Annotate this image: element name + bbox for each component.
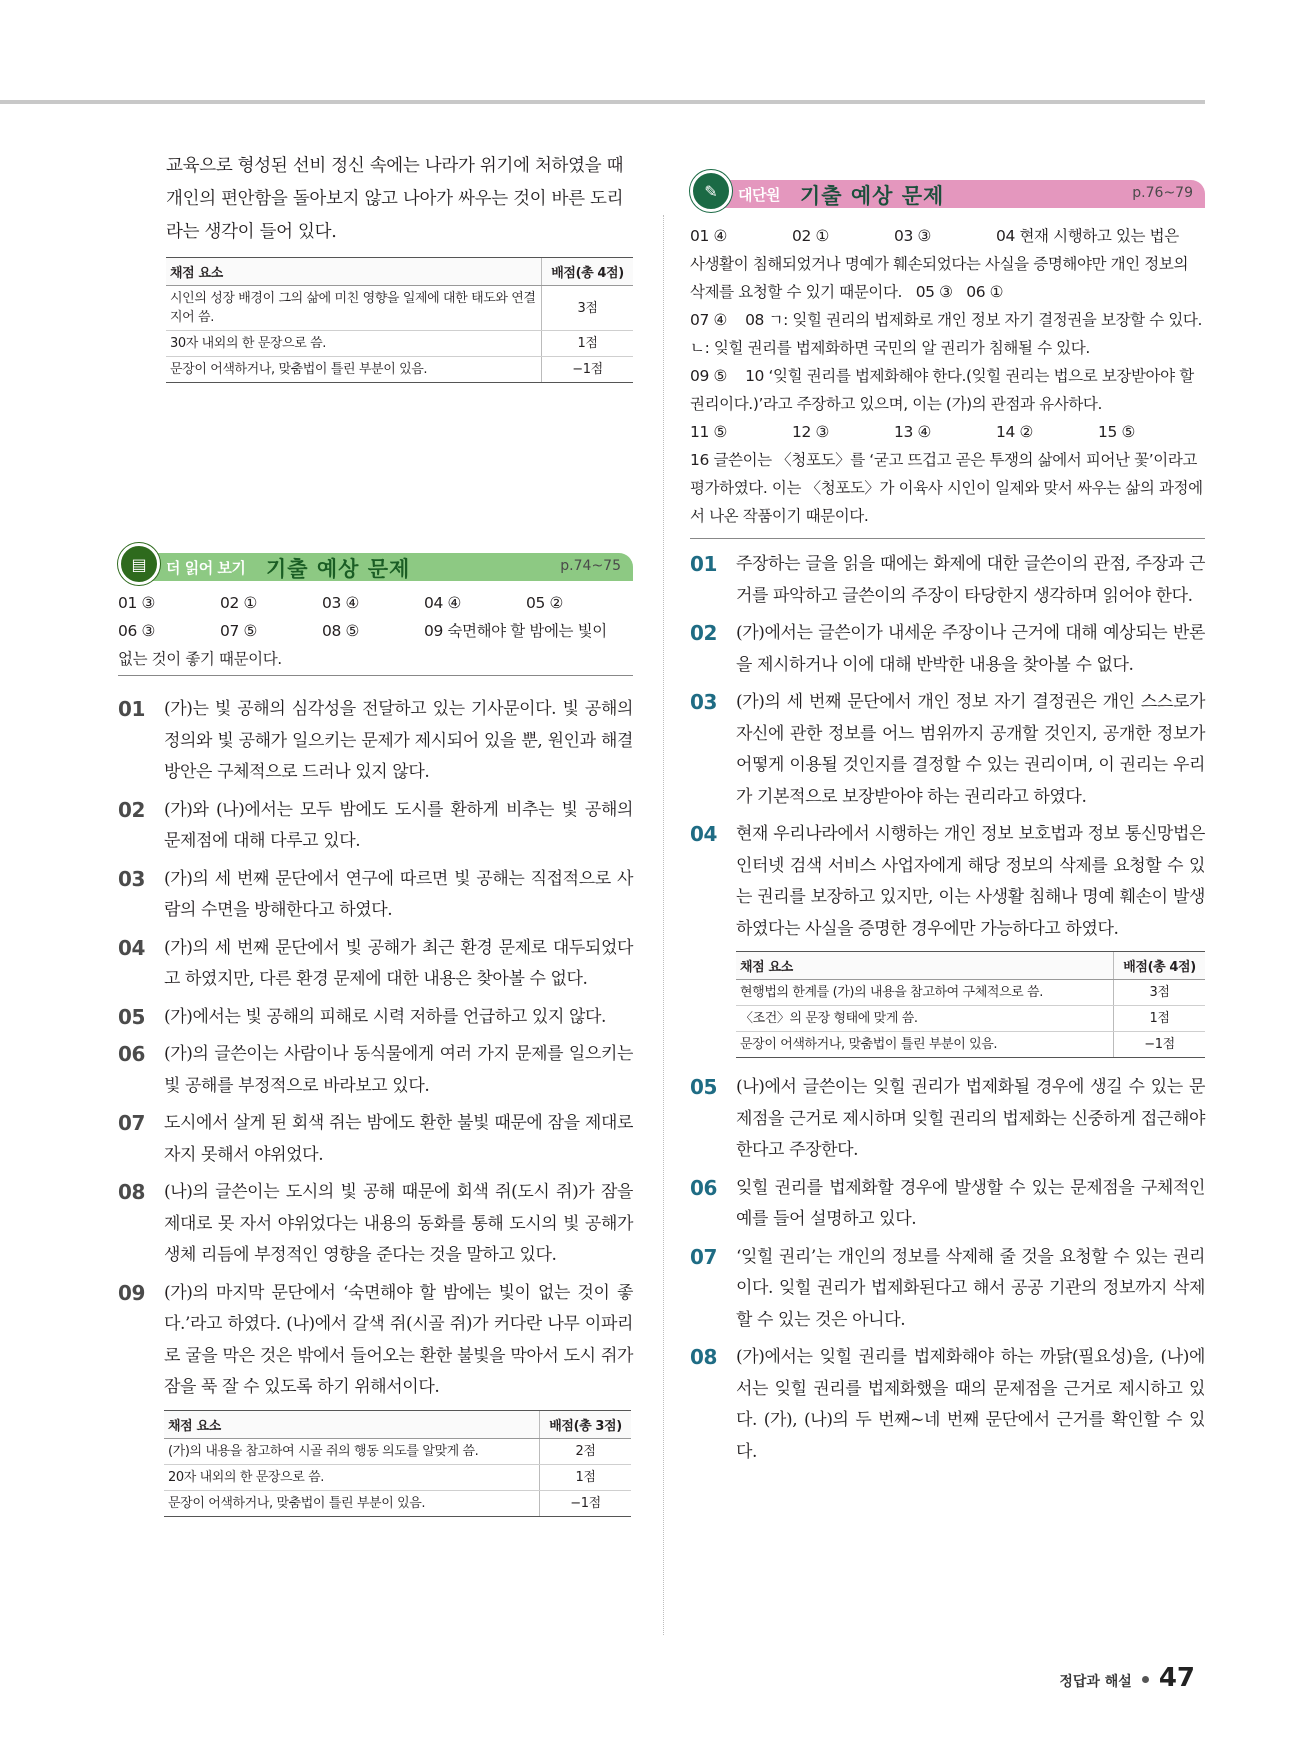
answer: 05 ② — [526, 594, 563, 612]
item-number: 05 — [690, 1075, 718, 1099]
table-cell: (가)의 내용을 참고하여 시골 쥐의 행동 의도를 알맞게 씀. — [164, 1438, 540, 1464]
item-text: ‘잊힐 권리’는 개인의 정보를 삭제해 줄 것을 요청할 수 있는 권리이다. 잊힐 권리가 법제화된다고 해서 공공 기관의 정보까지 삭제할 수 있는 것은 아니다. — [736, 1246, 1205, 1330]
table-row — [166, 331, 633, 357]
table-cell: 20자 내외의 한 문장으로 씀. — [164, 1464, 540, 1490]
answer: 04 ④ — [424, 594, 461, 612]
table-cell: 1점 — [540, 1464, 632, 1490]
banner-pages: p.76~79 — [1132, 185, 1193, 201]
banner-section-label: 대단원 — [738, 186, 780, 204]
answer: 없는 것이 좋기 때문이다. — [118, 650, 282, 668]
footer-label: 정답과 해설 — [1059, 1674, 1132, 1690]
answer: 12 ③ — [792, 423, 829, 441]
answer-key-left — [118, 589, 633, 673]
answer: 04 현재 시행하고 있는 법은 — [996, 227, 1179, 245]
explanation-item — [118, 1108, 633, 1171]
explanation-item — [118, 1278, 633, 1404]
table-cell: 문장이 어색하거나, 맞춤법이 틀린 부분이 있음. — [164, 1490, 540, 1516]
item-text: (가)의 세 번째 문단에서 연구에 따르면 빛 공해는 직접적으로 사람의 수면을 방해한다고 하였다. — [164, 868, 633, 920]
item-number: 03 — [690, 690, 718, 714]
scoring-table-1 — [166, 257, 633, 383]
scoring-table-2 — [164, 1410, 631, 1517]
item-text: (가)에서는 잊힐 권리를 법제화해야 하는 까닭(필요성)을, (나)에서는 잊힐 권리를 법제화했을 때의 문제점을 근거로 제시하고 있다. (가), (나)의 두 번째~네 번째 문단에서 근거를 확인할 수 있다. — [736, 1347, 1205, 1462]
answer: 11 ⑤ — [690, 423, 727, 441]
table-row — [164, 1490, 631, 1516]
explanation-item — [690, 618, 1205, 681]
answer: 03 ④ — [322, 594, 359, 612]
answer: 08 ㄱ: 잊힐 권리의 법제화로 개인 정보 자기 결정권을 보장할 수 있다. ㄴ: 잊힐 권리를 법제화하면 국민의 알 권리가 침해될 수 있다. — [690, 311, 1203, 357]
item-number: 04 — [118, 935, 146, 960]
table-cell: 문장이 어색하거나, 맞춤법이 틀린 부분이 있음. — [736, 1032, 1114, 1058]
left-column — [118, 150, 633, 1517]
table-cell: 1점 — [1114, 1006, 1206, 1032]
explanation-item — [690, 1173, 1205, 1236]
item-text: (가)에서는 빛 공해의 피해로 시력 저하를 언급하고 있지 않다. — [164, 1006, 607, 1027]
item-number: 08 — [690, 1345, 718, 1369]
item-text: (나)의 글쓴이는 도시의 빛 공해 때문에 회색 쥐(도시 쥐)가 잠을 제대로 못 자서 야위었다는 내용의 동화를 통해 도시의 빛 공해가 생체 리듬에 부정적인 영향을 준다는 것을 말하고 있다. — [164, 1182, 633, 1265]
right-column — [690, 178, 1205, 1474]
item-text: 현재 우리나라에서 시행하는 개인 정보 보호법과 정보 통신망법은 인터넷 검색 서비스 사업자에게 해당 정보의 삭제를 요청할 수 있는 권리를 보장하고 있지만, 이는 사생활 침해나 명예 훼손이 발생하였다는 사실을 증명한 경우에만 가능하다고 하였다. — [736, 824, 1205, 939]
item-number: 01 — [118, 697, 146, 721]
speech-bubble-icon: ✎ — [690, 170, 732, 212]
explanation-item — [118, 795, 633, 858]
item-number: 02 — [118, 797, 146, 822]
item-text: (가)의 글쓴이는 사람이나 동식물에게 여러 가지 문제를 일으키는 빛 공해를 부정적으로 바라보고 있다. — [164, 1044, 633, 1096]
table-cell: −1점 — [540, 1490, 632, 1516]
section-banner-unit-review — [690, 178, 1205, 208]
table-cell: 1점 — [542, 331, 634, 357]
answer: 10 ‘잊힐 권리를 법제화해야 한다.(잊힐 권리는 법으로 보장받아야 할 권리이다.)’라고 주장하고 있으며, 이는 (가)의 관점과 유사하다. — [690, 367, 1194, 413]
section-rule — [690, 538, 1205, 539]
table-cell: −1점 — [1114, 1032, 1206, 1058]
explanation-item — [690, 819, 1205, 945]
explanation-item — [118, 1002, 633, 1034]
banner-bar — [712, 180, 1205, 208]
table-cell: −1점 — [542, 357, 634, 383]
table-row — [736, 1032, 1205, 1058]
item-number: 05 — [118, 1004, 146, 1029]
explanation-item — [690, 1342, 1205, 1468]
explanation-item — [118, 1177, 633, 1272]
explanations-left — [118, 694, 633, 1404]
table-cell: 2점 — [540, 1438, 632, 1464]
section-rule — [118, 675, 633, 676]
answer: 06 ① — [966, 283, 1004, 301]
top-rule — [0, 100, 1205, 104]
answer: 09 숙면해야 할 밤에는 빛이 — [424, 622, 607, 640]
answer: 06 ③ — [118, 622, 155, 640]
table-row — [736, 1006, 1205, 1032]
table-cell: 3점 — [542, 286, 634, 331]
table-cell: 30자 내외의 한 문장으로 씀. — [166, 331, 542, 357]
scoring-table-3 — [736, 951, 1205, 1058]
item-text: (가)의 마지막 문단에서 ‘숙면해야 할 밤에는 빛이 없는 것이 좋다.’라고 하였다. (나)에서 갈색 쥐(시골 쥐)가 커다란 나무 이파리로 굴을 막은 것은 밖에서 들어오는 환한 불빛을 막아서 도시 쥐가 잠을 푹 잘 수 있도록 하기 위해서이다. — [164, 1282, 633, 1397]
item-number: 06 — [118, 1042, 146, 1066]
intro-paragraph: 교육으로 형성된 선비 정신 속에는 나라가 위기에 처하였을 때 개인의 편안함을 돌아보지 않고 나아가 싸우는 것이 바른 도리라는 생각이 들어 있다. — [166, 156, 624, 242]
page-footer — [1059, 1663, 1195, 1693]
item-number: 03 — [118, 866, 146, 891]
table-row — [164, 1464, 631, 1490]
table-header: 채점 요소 — [166, 258, 542, 286]
table-row — [166, 286, 633, 331]
banner-pages: p.74~75 — [560, 558, 621, 574]
item-text: (가)의 세 번째 문단에서 빛 공해가 최근 환경 문제로 대두되었다고 하였지만, 다른 환경 문제에 대한 내용은 찾아볼 수 없다. — [164, 937, 633, 989]
table-cell: 〈조건〉의 문장 형태에 맞게 씀. — [736, 1006, 1114, 1032]
answer: 07 ⑤ — [220, 622, 257, 640]
item-text: 잊힐 권리를 법제화할 경우에 발생할 수 있는 문제점을 구체적인 예를 들어 설명하고 있다. — [736, 1177, 1205, 1229]
answer: 01 ④ — [690, 227, 727, 245]
table-header: 채점 요소 — [164, 1410, 540, 1438]
table-cell: 현행법의 한계를 (가)의 내용을 참고하여 구체적으로 씀. — [736, 980, 1114, 1006]
section-banner-more-reading — [118, 551, 633, 581]
bullet-icon — [1142, 1676, 1149, 1683]
explanation-item — [118, 933, 633, 996]
item-number: 01 — [690, 552, 718, 576]
answer: 14 ② — [996, 423, 1033, 441]
item-number: 06 — [690, 1175, 718, 1200]
item-number: 02 — [690, 621, 718, 645]
answer: 02 ① — [220, 594, 257, 612]
answer: 01 ③ — [118, 594, 155, 612]
explanation-item — [690, 1072, 1205, 1167]
answer: 02 ① — [792, 227, 829, 245]
table-row — [166, 357, 633, 383]
explanation-item — [690, 687, 1205, 813]
item-text: (가)의 세 번째 문단에서 개인 정보 자기 결정권은 개인 스스로가 자신에 관한 정보를 어느 범위까지 공개할 것인지, 공개한 정보가 어떻게 이용될 것인지를 결정할 수 있는 권리이며, 이 권리는 우리가 기본적으로 보장받아야 하는 권리라고 하였다. — [736, 692, 1205, 807]
explanation-item — [118, 1039, 633, 1102]
item-number: 04 — [690, 822, 718, 846]
item-number: 09 — [118, 1280, 146, 1305]
answer: 09 ⑤ — [690, 367, 727, 385]
item-text: 도시에서 살게 된 회색 쥐는 밤에도 환한 불빛 때문에 잠을 제대로 자지 못해서 야위었다. — [164, 1113, 633, 1165]
answer: 08 ⑤ — [322, 622, 359, 640]
answer: 사생활이 침해되었거나 명예가 훼손되었다는 사실을 증명해야만 개인 정보의 삭제를 요청할 수 있기 때문이다. — [690, 255, 1189, 301]
explanations-right-a — [690, 549, 1205, 945]
answer: 16 글쓴이는 〈청포도〉를 ‘굳고 뜨겁고 곧은 투쟁의 삶에서 피어난 꽃’이라고 평가하였다. 이는 〈청포도〉가 이육사 시인이 일제와 맞서 싸우는 삶의 과정에서 나온 작품이기 때문이다. — [690, 451, 1203, 525]
item-text: (가)와 (나)에서는 모두 밤에도 도시를 환하게 비추는 빛 공해의 문제점에 대해 다루고 있다. — [164, 799, 633, 851]
answer-key-right — [690, 222, 1205, 530]
table-cell: 문장이 어색하거나, 맞춤법이 틀린 부분이 있음. — [166, 357, 542, 383]
answer: 13 ④ — [894, 423, 931, 441]
table-row — [164, 1438, 631, 1464]
answer: 03 ③ — [894, 227, 931, 245]
table-header: 배점(총 4점) — [542, 258, 634, 286]
column-divider — [663, 215, 664, 1635]
book-icon: ▤ — [118, 543, 160, 585]
explanation-item — [118, 694, 633, 789]
banner-title: 기출 예상 문제 — [266, 557, 411, 581]
item-number: 07 — [690, 1244, 718, 1269]
table-header: 배점(총 3점) — [540, 1410, 632, 1438]
item-text: (가)는 빛 공해의 심각성을 전달하고 있는 기사문이다. 빛 공해의 정의와 빛 공해가 일으키는 문제가 제시되어 있을 뿐, 원인과 해결 방안은 구체적으로 드러나 있지 않다. — [164, 699, 633, 782]
explanations-right-b — [690, 1072, 1205, 1468]
explanation-item — [690, 1242, 1205, 1337]
item-text: 주장하는 글을 읽을 때에는 화제에 대한 글쓴이의 관점, 주장과 근거를 파악하고 글쓴이의 주장이 타당한지 생각하며 읽어야 한다. — [736, 554, 1205, 606]
table-cell: 시인의 성장 배경이 그의 삶에 미친 영향을 일제에 대한 태도와 연결 지어 씀. — [166, 286, 542, 331]
table-cell: 3점 — [1114, 980, 1206, 1006]
answer: 15 ⑤ — [1098, 423, 1135, 441]
item-number: 08 — [118, 1180, 146, 1204]
explanation-item — [690, 549, 1205, 612]
table-row — [736, 980, 1205, 1006]
item-text: (가)에서는 글쓴이가 내세운 주장이나 근거에 대해 예상되는 반론을 제시하거나 이에 대해 반박한 내용을 찾아볼 수 없다. — [736, 623, 1205, 675]
table-header: 채점 요소 — [736, 952, 1114, 980]
item-number: 07 — [118, 1111, 146, 1135]
item-text: (나)에서 글쓴이는 잊힐 권리가 법제화될 경우에 생길 수 있는 문제점을 근거로 제시하며 잊힐 권리의 법제화는 신중하게 접근해야 한다고 주장한다. — [736, 1077, 1205, 1160]
banner-section-label: 더 읽어 보기 — [166, 559, 246, 577]
explanation-item — [118, 864, 633, 927]
banner-title: 기출 예상 문제 — [800, 184, 945, 208]
answer: 07 ④ — [690, 311, 727, 329]
answer: 05 ③ — [915, 283, 953, 301]
page-number: 47 — [1158, 1663, 1195, 1693]
table-header: 배점(총 4점) — [1114, 952, 1206, 980]
